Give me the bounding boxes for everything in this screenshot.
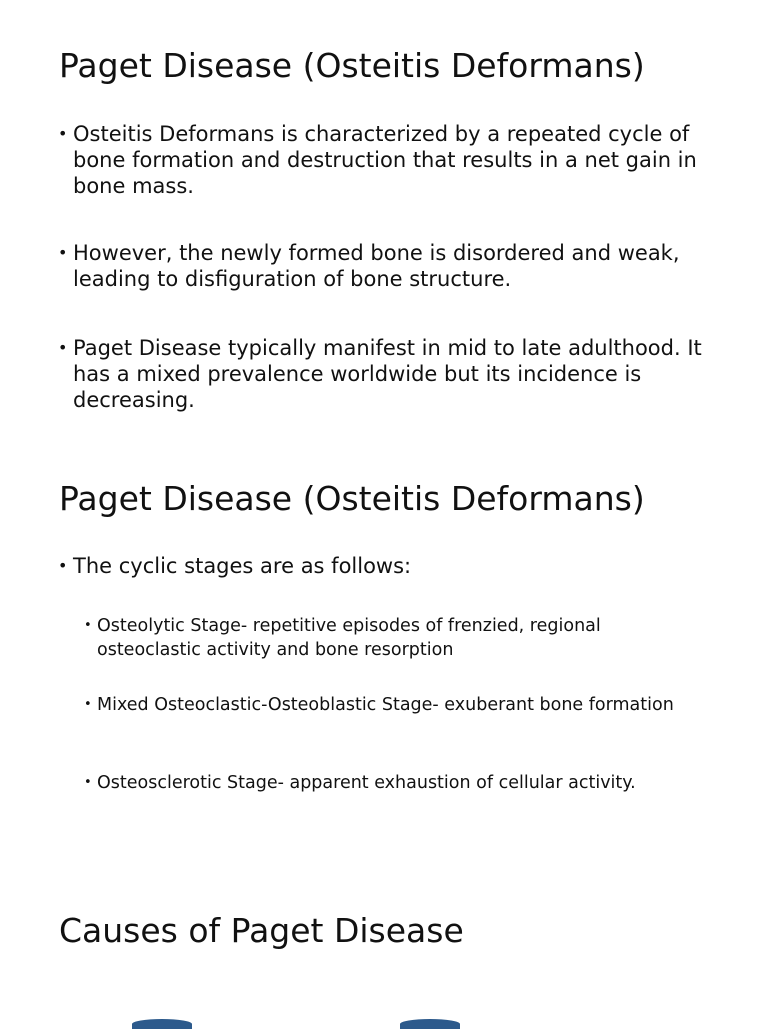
sub-bullet-item (84, 771, 737, 795)
sub-bullet-text: Osteosclerotic Stage- apparent exhaustion of cellular activity. (97, 773, 636, 793)
sub-bullet-text: Osteolytic Stage- repetitive episodes of frenzied, regional osteoclastic activity and bone resorption (97, 616, 601, 660)
sub-bullet-dot-icon: • (84, 775, 92, 790)
bullet-dot-icon: • (58, 124, 68, 143)
bullet-item (58, 335, 713, 413)
sub-bullet-dot-icon: • (84, 697, 92, 712)
bullet-dot-icon: • (58, 338, 68, 357)
sub-bullet-dot-icon: • (84, 618, 92, 633)
bullet-dot-icon: • (58, 556, 68, 575)
bullet-text: Osteitis Deformans is characterized by a repeated cycle of bone formation and destruction that results in a net gain in bone mass. (73, 122, 697, 198)
slide-title: Paget Disease (Osteitis Deformans) (59, 479, 645, 518)
slide-image-top-edge (132, 1019, 192, 1029)
slide-image-top-edge (400, 1019, 460, 1029)
slide-title: Paget Disease (Osteitis Deformans) (59, 46, 645, 85)
sub-bullet-item (84, 614, 687, 662)
bullet-text: The cyclic stages are as follows: (73, 554, 412, 578)
bullet-dot-icon: • (58, 243, 68, 262)
sub-bullet-item (84, 693, 687, 717)
bullet-item (58, 121, 713, 199)
slide-title: Causes of Paget Disease (59, 911, 464, 950)
sub-bullet-text: Mixed Osteoclastic-Osteoblastic Stage- exuberant bone formation (97, 695, 674, 715)
bullet-item (58, 240, 713, 292)
bullet-item (58, 553, 713, 579)
bullet-text: However, the newly formed bone is disordered and weak, leading to disfiguration of bone structure. (73, 241, 680, 291)
bullet-text: Paget Disease typically manifest in mid to late adulthood. It has a mixed prevalence worldwide but its incidence is decreasing. (73, 336, 702, 412)
